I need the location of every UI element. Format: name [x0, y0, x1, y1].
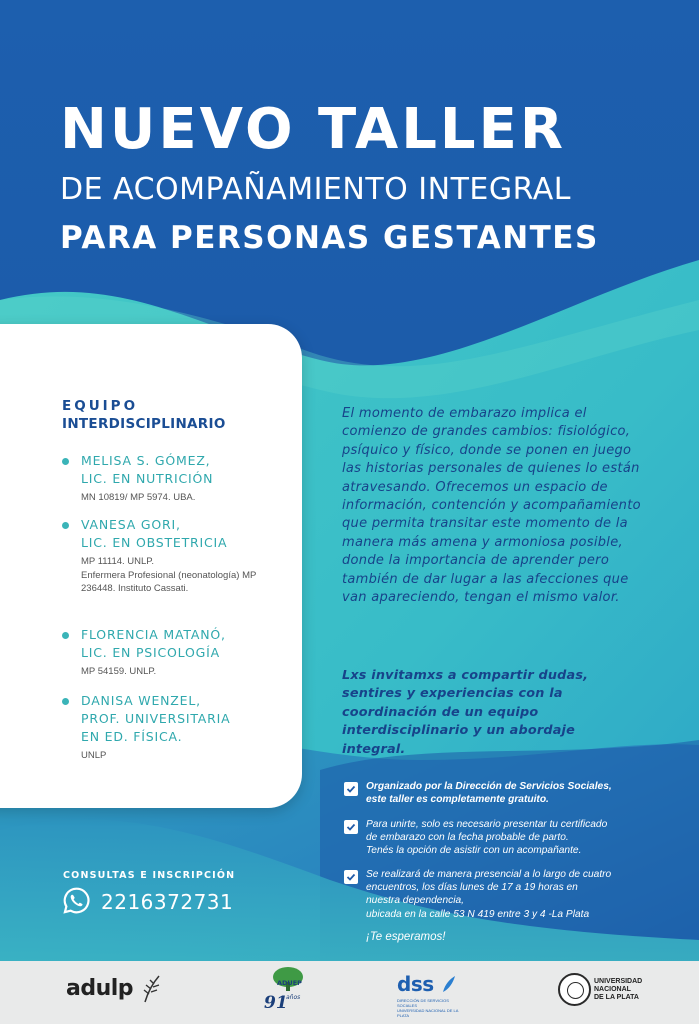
- team-member: [62, 452, 292, 505]
- whatsapp-icon: [62, 886, 91, 915]
- phone-number: 2216372731: [101, 890, 234, 914]
- team-member: [62, 626, 292, 679]
- contact-label: CONSULTAS E INSCRIPCIÓN: [63, 870, 236, 881]
- unlp-logo: [558, 972, 648, 1008]
- title-subtitle-line1: DE ACOMPAÑAMIENTO INTEGRAL: [60, 172, 571, 207]
- team-heading-line2: INTERDISCIPLINARIO: [62, 416, 226, 432]
- member-detail: UNLP: [81, 750, 107, 761]
- adulp-logo-text: adulp: [66, 976, 134, 1001]
- info-item: [344, 818, 644, 858]
- dss-logo-subtitle: DIRECCIÓN DE SERVICIOS SOCIALES UNIVERSIDAD NACIONAL DE LA PLATA: [397, 998, 459, 1018]
- team-member: [62, 692, 292, 763]
- member-role: LIC. EN OBSTETRICIA: [81, 535, 228, 550]
- member-name: DANISA WENZEL,: [81, 693, 201, 708]
- member-detail: MP 11114. UNLP. Enfermera Profesional (neonatología) MP 236448. Instituto Cassati.: [81, 556, 257, 594]
- checkbox-icon: [344, 782, 358, 796]
- bullet-icon: [62, 458, 69, 465]
- unlp-logo-text: UNIVERSIDAD NACIONAL DE LA PLATA: [594, 978, 643, 1001]
- closing-text: ¡Te esperamos!: [366, 931, 446, 943]
- team-heading: [62, 397, 226, 433]
- adulp-logo: [66, 972, 162, 1008]
- aduep-logo-name: ADUEP: [277, 979, 302, 987]
- bullet-icon: [62, 698, 69, 705]
- info-item: [344, 868, 644, 921]
- bullet-icon: [62, 522, 69, 529]
- member-name: FLORENCIA MATANÓ,: [81, 627, 226, 642]
- invitation-text: Lxs invitamxs a compartir dudas, sentires y experiencias con la coordinación de un equipo interdisciplinario y un abordaje integral.: [342, 668, 589, 757]
- member-role: LIC. EN NUTRICIÓN: [81, 471, 214, 486]
- checkbox-icon: [344, 870, 358, 884]
- leaf-icon: [441, 974, 457, 994]
- member-detail: MP 54159. UNLP.: [81, 666, 157, 677]
- workshop-description: El momento de embarazo implica el comienzo de grandes cambios: fisiológico, psíquico y físico, donde se ponen en juego las historias personales de quienes lo están atravesando. Ofrecemos un espacio de información, contención y acompañamiento que permita transitar este momento de la manera más amena y armoniosa posible, donde la importancia de aprender pero también de dar lugar a las afecciones que van apareciendo, tengan el mismo valor.: [342, 406, 641, 606]
- member-detail: MN 10819/ MP 5974. UBA.: [81, 492, 196, 503]
- team-member: [62, 516, 292, 596]
- info-item-text: Se realizará de manera presencial a lo largo de cuatro encuentros, los días lunes de 17 a 19 horas en nuestra dependencia, ubicada en la calle 53 N 419 entre 3 y 4 -La Plata: [366, 869, 612, 920]
- info-item-text: Organizado por la Dirección de Servicios Sociales, este taller es completamente gratuito.: [366, 781, 612, 806]
- title-main: NUEVO TALLER: [60, 97, 566, 162]
- member-role: LIC. EN PSICOLOGÍA: [81, 645, 220, 660]
- title-subtitle-line2: PARA PERSONAS GESTANTES: [60, 220, 599, 256]
- unlp-seal-icon: [558, 973, 591, 1006]
- aduep-logo-years-label: años: [286, 994, 301, 1001]
- member-name: VANESA GORI,: [81, 517, 181, 532]
- checkbox-icon: [344, 820, 358, 834]
- aduep-logo: [262, 966, 312, 1018]
- aduep-logo-years: 91: [264, 993, 288, 1013]
- member-role: PROF. UNIVERSITARIA EN ED. FÍSICA.: [81, 711, 231, 744]
- info-item: [344, 780, 644, 806]
- bullet-icon: [62, 632, 69, 639]
- leaf-icon: [142, 974, 162, 1004]
- dss-logo: [397, 972, 461, 1018]
- member-name: MELISA S. GÓMEZ,: [81, 453, 211, 468]
- team-heading-line1: EQUIPO: [62, 398, 139, 414]
- info-item-text: Para unirte, solo es necesario presentar tu certificado de embarazo con la fecha probable de parto. Tenés la opción de asistir con un acompañante.: [366, 819, 608, 857]
- dss-logo-text: dss: [397, 972, 434, 996]
